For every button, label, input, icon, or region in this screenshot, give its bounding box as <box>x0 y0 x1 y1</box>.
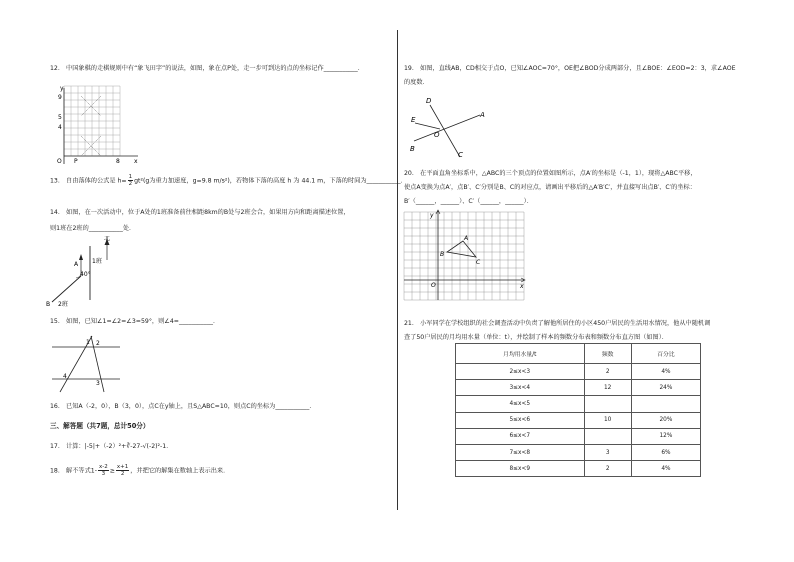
question-15: 15. 如图，已知∠1=∠2=∠3=59°，则∠4=___________． <box>50 318 220 325</box>
point-o-label: O <box>434 131 440 139</box>
cell-range: 8≤x<9 <box>456 461 585 477</box>
point-e-label: E <box>411 116 416 124</box>
question-13: 13. 自由落体的公式是 h= $\frac{1}{2}$ gt²(g为重力加速度，g=9.8 m/s²)，若物体下落的高度 h 为 44.1 m，下落的时间为___________． <box>50 174 407 187</box>
angle-2-label: 2 <box>96 340 100 347</box>
cell-range: 6≤x<7 <box>456 428 585 444</box>
header-frequency: 频数 <box>584 344 631 364</box>
direction-figure <box>44 236 124 308</box>
cell-frequency: 12 <box>584 380 631 396</box>
header-water-usage: 月均用水量/t <box>456 344 585 364</box>
column-divider <box>397 30 398 510</box>
point-c-label: C <box>476 259 481 266</box>
cell-range: 3≤x<4 <box>456 380 585 396</box>
cell-percentage <box>631 396 700 412</box>
table-row <box>456 396 701 412</box>
table-row <box>456 444 701 460</box>
cell-percentage: 12% <box>631 428 700 444</box>
coordinate-grid-figure <box>400 208 530 304</box>
point-b-label: B <box>46 301 51 308</box>
cell-range: 4≤x<5 <box>456 396 585 412</box>
question-19-line2: 的度数． <box>404 79 429 86</box>
angle-4-label: 4 <box>63 373 67 380</box>
origin-label: O <box>431 282 436 289</box>
triangle-abc <box>447 241 476 257</box>
tick-8: 8 <box>116 158 120 165</box>
intersecting-lines-figure <box>408 93 488 163</box>
cell-range: 5≤x<6 <box>456 412 585 428</box>
angle-40-label: 40° <box>80 271 91 278</box>
cell-percentage: 6% <box>631 444 700 460</box>
parallel-lines-figure <box>44 330 124 396</box>
question-14-line2: 则1班在2班的___________处． <box>50 225 136 232</box>
angle-1-label: 1 <box>86 339 90 346</box>
table-row <box>456 428 701 444</box>
point-b-label: B <box>440 251 445 258</box>
x-label: x <box>520 283 524 290</box>
cell-frequency: 2 <box>584 364 631 380</box>
cell-frequency: 3 <box>584 444 631 460</box>
y-label: y <box>60 85 64 92</box>
header-percentage: 百分比 <box>631 344 700 364</box>
chess-grid-figure <box>52 84 142 166</box>
cell-frequency <box>584 428 631 444</box>
point-c-label: C <box>458 151 463 159</box>
section-3-heading: 三、解答题（共7题，总计50分） <box>50 422 150 430</box>
cell-percentage: 4% <box>631 461 700 477</box>
point-a-label: A <box>464 235 469 242</box>
tick-4: 4 <box>58 124 62 131</box>
frequency-table <box>455 343 701 477</box>
point-b-label: B <box>410 145 415 153</box>
table-row <box>456 461 701 477</box>
question-21-line1: 21. 小军同学在学校组织的社会调查活动中负责了解他所居住的小区450户居民的生活用水情况，他从中随机调 <box>404 320 711 327</box>
cell-range: 7≤x<8 <box>456 444 585 460</box>
cell-percentage: 20% <box>631 412 700 428</box>
question-17: 17. 计算：|-5|+（-2）²+∛-27-√(-2)²-1． <box>50 443 173 450</box>
point-a-label: A <box>74 261 79 268</box>
cell-frequency: 10 <box>584 412 631 428</box>
table-header-row <box>456 344 701 364</box>
y-label: y <box>430 212 434 219</box>
tick-5: 5 <box>58 114 62 121</box>
question-19-line1: 19. 如图，直线AB，CD相交于点O，已知∠AOC=70°，OE把∠BOD分成两部分，且∠BOE：∠EOD=2：3，求∠AOE <box>404 65 736 72</box>
question-21-line2: 查了50户居民的月均用水量（单位：t），并绘制了样本的频数分布表和频数分布直方图（如图）． <box>404 334 668 341</box>
question-20-line1: 20. 在平面直角坐标系中，△ABC的三个顶点的位置如图所示，点A′的坐标是（-1，1），现将△ABC平移， <box>404 170 697 177</box>
cell-frequency: 2 <box>584 461 631 477</box>
question-12: 12. 中国象棋的走棋规则中有“象飞田字”的说法，如图，象在点P处，走一步可到达的点的坐标记作___________． <box>50 65 364 72</box>
point-a-label: A <box>480 111 485 119</box>
x-label: x <box>134 158 138 165</box>
origin-label: O <box>57 158 62 165</box>
tick-9: 9 <box>58 94 62 101</box>
table-row <box>456 364 701 380</box>
question-20-line3: B′（______，______）、C′（______，______）． <box>404 198 533 205</box>
cell-percentage: 24% <box>631 380 700 396</box>
question-20-line2: 使点A变换为点A′，点B′、C′分别是B、C的对应点，请画出平移后的△A′B′C′，并直接写出点B′、C′的坐标： <box>404 184 696 191</box>
class1-label: 1班 <box>92 258 102 265</box>
question-14-line1: 14. 如图，在一次活动中，位于A处的1班准备前往相距8km的B处与2班会合，如果用方向和距离描述位置， <box>50 209 350 216</box>
angle-3-label: 3 <box>96 380 100 387</box>
cell-percentage: 4% <box>631 364 700 380</box>
point-p-label: P <box>74 158 78 165</box>
north-label: 北 <box>104 236 111 242</box>
question-18: 18. 解不等式1- $\frac{x-2}{3}$ ≥ $\frac{x+1}{2}$ ，并把它的解集在数轴上表示出来． <box>50 464 230 477</box>
table-row <box>456 380 701 396</box>
class2-label: 2班 <box>58 301 68 308</box>
point-d-label: D <box>426 97 432 105</box>
question-16: 16. 已知A（-2，0），B（3，0），点C在y轴上，且S△ABC=10，则点C的坐标为___________． <box>50 403 316 410</box>
cell-frequency <box>584 396 631 412</box>
cell-range: 2≤x<3 <box>456 364 585 380</box>
table-row <box>456 412 701 428</box>
